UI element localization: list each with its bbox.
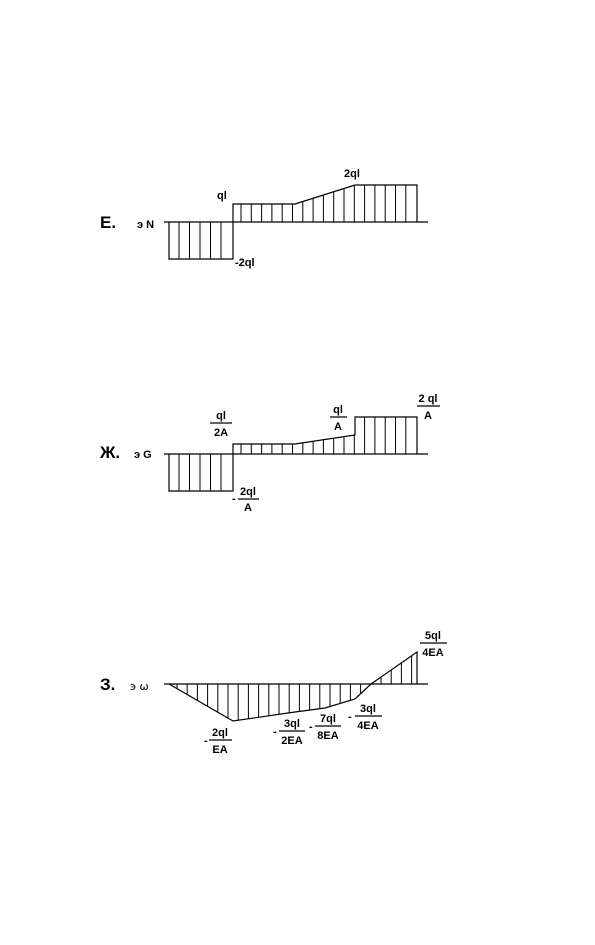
diagram-e-symbol: э N <box>137 219 155 231</box>
diagram-z-symbol: э ω <box>130 680 149 693</box>
label-z-minus-3ql-4ea <box>348 703 382 732</box>
label-zh-minus-sign: - <box>232 493 236 505</box>
label-z-minus-sign: - <box>204 735 208 747</box>
label-e-2ql: 2ql <box>344 168 360 180</box>
diagram-e-letter: Е. <box>100 213 117 232</box>
label-zh-2ql-a-num: 2 ql <box>418 393 438 405</box>
label-zh-ql-a <box>330 404 347 433</box>
label-z-minus-7ql-8ea-num: 7ql <box>320 713 336 725</box>
diagram-e <box>100 168 428 269</box>
diagram-z-letter: З. <box>100 675 116 694</box>
label-z-minus-2ql-ea-num: 2ql <box>212 727 228 739</box>
label-z-minus-7ql-8ea-den: 8EA <box>317 730 339 742</box>
label-z-minus-sign: - <box>348 711 352 723</box>
label-z-minus-3ql-4ea-den: 4EA <box>357 720 379 732</box>
diagram-z <box>100 630 447 756</box>
label-zh-ql-a-num: ql <box>333 404 343 416</box>
label-z-minus-3ql-2ea-num: 3ql <box>284 718 300 730</box>
label-zh-minus-2ql-a-den: A <box>244 502 252 514</box>
label-z-5ql-4ea-num: 5ql <box>425 630 441 642</box>
diagram-z-outline <box>169 652 417 721</box>
label-zh-2ql-a-den: A <box>424 410 432 422</box>
label-z-minus-sign: - <box>309 721 313 733</box>
label-z-5ql-4ea <box>420 630 447 659</box>
label-z-minus-3ql-4ea-num: 3ql <box>360 703 376 715</box>
label-zh-minus-2ql-a-num: 2ql <box>240 486 256 498</box>
diagram-zh-symbol: э G <box>134 449 152 461</box>
label-zh-ql-a-den: A <box>334 421 342 433</box>
diagram-zh-letter: Ж. <box>100 443 121 462</box>
label-zh-ql-2a <box>210 410 232 439</box>
label-z-minus-7ql-8ea <box>309 713 341 742</box>
label-zh-ql-2a-den: 2A <box>213 427 229 439</box>
label-z-minus-sign: - <box>273 726 277 738</box>
label-z-minus-2ql-ea-den: EA <box>212 744 228 756</box>
diagram-z-hatching <box>177 656 412 720</box>
label-zh-ql-2a-num: ql <box>216 410 226 422</box>
label-e-ql: ql <box>217 190 227 202</box>
label-z-minus-3ql-2ea <box>273 718 305 747</box>
label-z-minus-2ql-ea <box>204 727 232 756</box>
label-zh-2ql-a <box>417 393 440 422</box>
label-zh-minus-2ql-a <box>232 486 259 514</box>
diagram-zh <box>99 393 440 514</box>
label-z-5ql-4ea-den: 4EA <box>422 647 444 659</box>
label-e-minus-2ql: -2ql <box>235 257 255 269</box>
label-z-minus-3ql-2ea-den: 2EA <box>281 735 303 747</box>
